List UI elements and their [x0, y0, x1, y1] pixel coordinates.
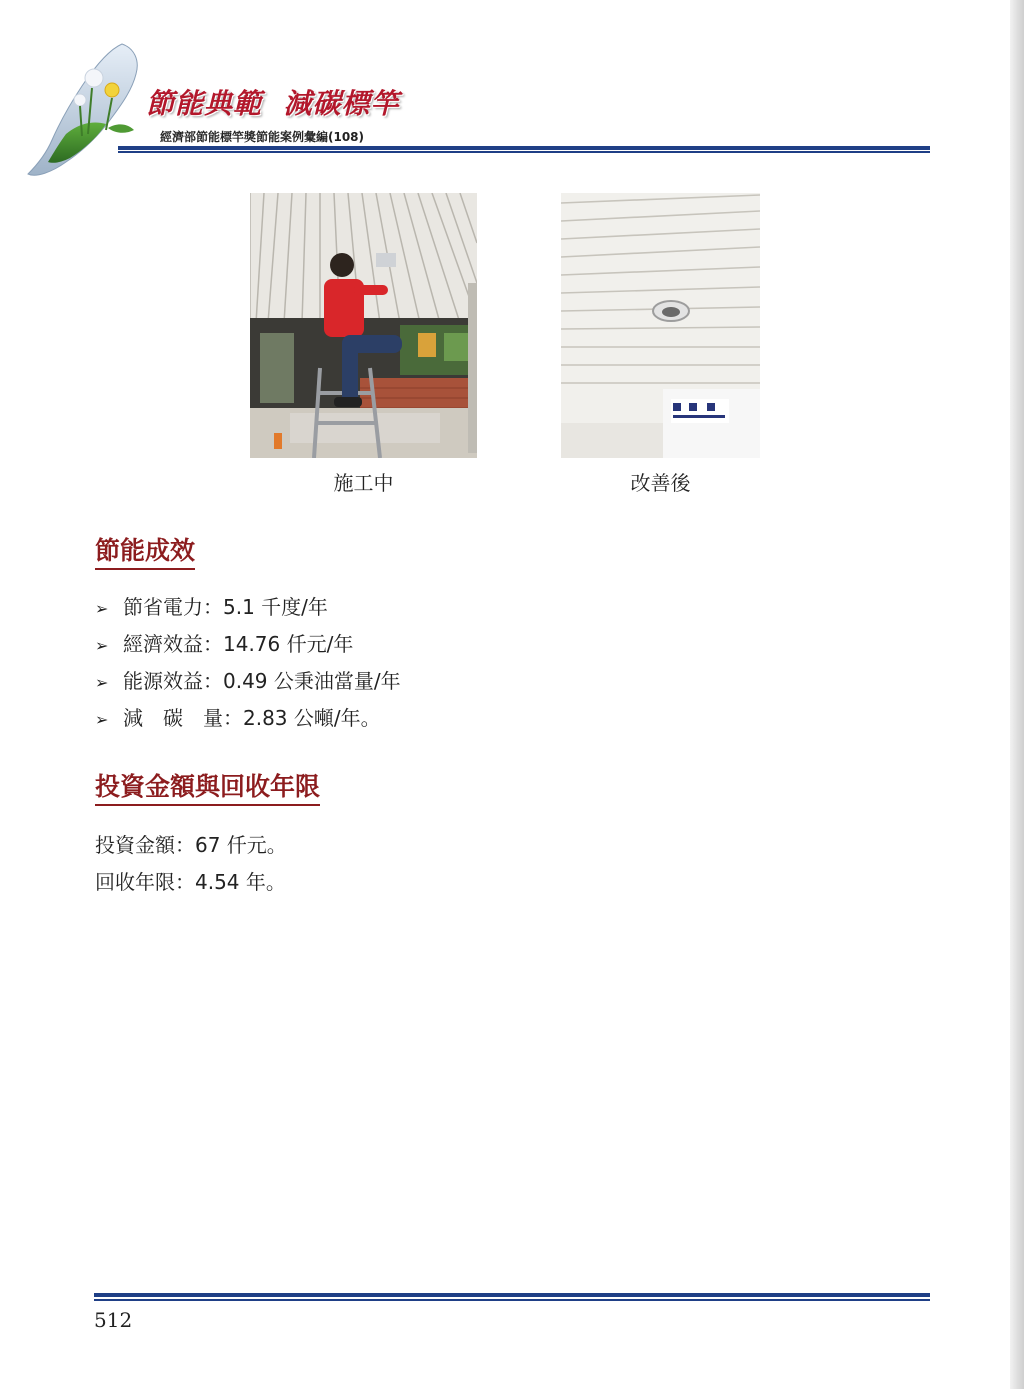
bullet-arrow-icon: ➢: [95, 599, 109, 618]
header-rule-thin: [118, 151, 930, 153]
payback-period-text: 回收年限：4.54 年。: [95, 870, 286, 894]
list-item: [95, 634, 353, 654]
list-item: [95, 671, 401, 691]
header-subtitle: 經濟部節能標竿獎節能案例彙編(108): [160, 130, 365, 144]
list-item: [95, 597, 328, 617]
photo-after-improvement: [561, 193, 760, 458]
taiwan-map-logo-icon: [22, 38, 162, 188]
list-item-text: 減 碳 量：2.83 公噸/年。: [123, 706, 381, 730]
list-item-text: 能源效益：0.49 公秉油當量/年: [123, 669, 401, 693]
section-heading-investment: 投資金額與回收年限: [95, 772, 320, 806]
bullet-arrow-icon: ➢: [95, 710, 109, 729]
footer-rule-thin: [94, 1299, 930, 1301]
header-rule: [118, 146, 930, 150]
bullet-arrow-icon: ➢: [95, 673, 109, 692]
photo-caption-after: 改善後: [630, 471, 691, 495]
list-item: [95, 708, 381, 728]
investment-amount-text: 投資金額：67 仟元。: [95, 833, 287, 857]
photo-caption-construction: 施工中: [333, 471, 394, 495]
list-item-text: 節省電力：5.1 千度/年: [123, 595, 328, 619]
page-number: 512: [94, 1308, 133, 1332]
section-heading-effects: 節能成效: [95, 536, 195, 570]
list-item-text: 經濟效益：14.76 仟元/年: [123, 632, 354, 656]
footer-rule: [94, 1293, 930, 1297]
header-title: 節能典範 減碳標竿: [146, 87, 400, 120]
page-edge-shadow: [1010, 0, 1024, 1389]
bullet-arrow-icon: ➢: [95, 636, 109, 655]
photo-construction: [250, 193, 477, 458]
